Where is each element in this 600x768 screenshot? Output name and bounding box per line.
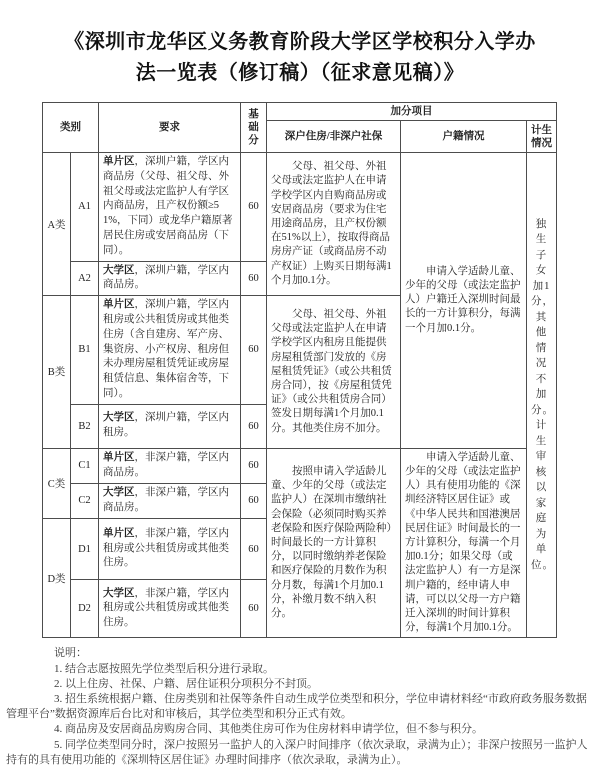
requirement-c2-text: ，非深户籍，学区内商品房。 — [103, 486, 229, 513]
base-score-c1: 60 — [241, 448, 267, 483]
base-score-c2: 60 — [241, 483, 267, 518]
requirement-d1-text: ，非深户籍，学区内租房或公共租赁房或其他类住房。 — [103, 527, 229, 569]
points-table — [42, 102, 557, 638]
requirement-d2-text: ，非深户籍，学区内租房或公共租赁房或其他类住房。 — [103, 587, 229, 629]
requirement-c1-lead: 单片区 — [103, 451, 135, 463]
code-b2: B2 — [71, 404, 99, 448]
header-housing: 深户住房/非深户社保 — [267, 121, 401, 153]
requirement-b2-text: ，深圳户籍，学区内租房。 — [103, 412, 229, 439]
code-a1: A1 — [71, 153, 99, 262]
header-household: 户籍情况 — [401, 121, 527, 153]
table-row-c1 — [43, 448, 557, 483]
household-cell-cd: 申请入学适龄儿童、少年的父母（或法定监护人）具有使用功能的《深圳经济特区居住证》或《中华人民共和国港澳居民居住证》时间最长的一方计算积分，每满一个月加0.1分；如果父母（或法定监护人）有一方是深圳户籍的，经申请人申请，可以以父母一方户籍迁入深圳的时间计算积分，每满1个月加0.1分。 — [401, 448, 527, 638]
housing-cell-a: 父母、祖父母、外祖父母或法定监护人在申请学校学区内自购商品房或安居商品房（要求为住宅用途商品房，且产权份额在51%以上），按取得商品房房产证（或商品房不动产权证）上购买日期每满1个月加0.1分。 — [267, 153, 401, 296]
housing-cell-cd: 按照申请入学适龄儿童、少年的父母（或法定监护人）在深圳市缴纳社会保险（必须同时购买养老保险和医疗保险两险种）时间最长的一方计算积分，以同时缴纳养老保险和医疗保险的月数作为积分月数，每满1个月加0.1分，补缴月数不纳入积分。 — [267, 448, 401, 638]
header-bonus-group: 加分项目 — [267, 103, 557, 121]
header-requirement: 要求 — [99, 103, 241, 153]
requirement-c1 — [99, 448, 241, 483]
base-score-b2: 60 — [241, 404, 267, 448]
page-title: 《深圳市龙华区义务教育阶段大学区学校积分入学办法一览表（修订稿）（征求意见稿）》 — [64, 31, 536, 84]
header-row-1 — [43, 103, 557, 121]
requirement-a2-lead: 大学区 — [103, 264, 135, 276]
requirement-b2 — [99, 404, 241, 448]
family-planning-cell: 独生子女加1分，其他情况不加分。计生审核以家庭为单位。 — [527, 153, 557, 638]
code-c2: C2 — [71, 483, 99, 518]
notes-label: 说明： — [54, 647, 87, 660]
note-item-5: 5. 同学位类型同分时，深户按照另一监护人的入深户时间排序（依次录取，录满为止）；非深户按照另一监护人持有的具有使用功能的《深圳特区居住证》办理时间排序（依次录取，录满为止）。 — [6, 738, 588, 766]
code-d1: D1 — [71, 518, 99, 580]
requirement-a1-text: ，深圳户籍，学区内商品房（父母、祖父母、外祖父母或法定监护人有学区内商品房，且产权份额≥51%，下同）或龙华户籍原著居民住房或安居商品房（下同）。 — [103, 156, 233, 256]
requirement-c2-lead: 大学区 — [103, 486, 135, 498]
requirement-c2 — [99, 483, 241, 518]
note-item-1: 1. 结合志愿按照先学位类型后积分进行录取。 — [54, 662, 274, 675]
header-family-planning: 计生情况 — [527, 121, 557, 153]
code-b1: B1 — [71, 296, 99, 405]
group-b-label: B类 — [43, 296, 71, 449]
requirement-d1 — [99, 518, 241, 580]
requirement-c1-text: ，非深户籍，学区内商品房。 — [103, 451, 229, 478]
household-cell-ab: 申请入学适龄儿童、少年的父母（或法定监护人）户籍迁入深圳时间最长的一方计算积分，每满一个月加0.1分。 — [401, 153, 527, 449]
requirement-d2 — [99, 580, 241, 638]
group-c-label: C类 — [43, 448, 71, 518]
requirement-d1-lead: 单片区 — [103, 527, 135, 539]
requirement-d2-lead: 大学区 — [103, 587, 135, 599]
housing-cell-b: 父母、祖父母、外祖父母或法定监护人在申请学校学区内租房且能提供房屋租赁部门发放的《房屋租赁凭证》（或公共租赁房合同），按《房屋租赁凭证》（或公共租赁房合同）签发日期每满1个月加0.1分。其他类住房不加分。 — [267, 296, 401, 449]
requirement-a2 — [99, 261, 241, 296]
code-a2: A2 — [71, 261, 99, 296]
requirement-b1-lead: 单片区 — [103, 299, 135, 311]
base-score-d1: 60 — [241, 518, 267, 580]
notes-section — [6, 646, 594, 768]
base-score-b1: 60 — [241, 296, 267, 405]
table-row-a1 — [43, 153, 557, 262]
code-c1: C1 — [71, 448, 99, 483]
base-score-d2: 60 — [241, 580, 267, 638]
code-d2: D2 — [71, 580, 99, 638]
note-item-3: 3. 招生系统根据户籍、住房类别和社保等条件自动生成学位类型和积分，学位申请材料经“市政府政务服务数据管理平台”数据资源库后台比对和审核后，其学位类型和积分正式有效。 — [6, 693, 587, 721]
header-category: 类别 — [43, 103, 99, 153]
note-item-4: 4. 商品房及安居商品房购房合同、其他类住房可作为住房材料申请学位，但不参与积分。 — [54, 723, 483, 736]
requirement-a1-lead: 单片区 — [103, 156, 135, 167]
requirement-b2-lead: 大学区 — [103, 412, 135, 424]
header-base-score: 基础分 — [241, 103, 267, 153]
requirement-b1 — [99, 296, 241, 405]
group-a-label: A类 — [43, 153, 71, 296]
group-d-label: D类 — [43, 518, 71, 638]
requirement-a1 — [99, 153, 241, 262]
requirement-a2-text: ，深圳户籍，学区内商品房。 — [103, 264, 229, 291]
note-item-2: 2. 以上住房、社保、户籍、居住证积分项积分不封顶。 — [54, 677, 318, 690]
base-score-a2: 60 — [241, 261, 267, 296]
requirement-b1-text: ，深圳户籍，学区内租房或公共租赁房或其他类住房（含自建房、军产房、集资房、小产权房、租房但未办理房屋租赁凭证或房屋租赁信息、集体宿舍等，下同）。 — [103, 299, 229, 399]
document-page — [0, 27, 600, 768]
base-score-a1: 60 — [241, 153, 267, 262]
